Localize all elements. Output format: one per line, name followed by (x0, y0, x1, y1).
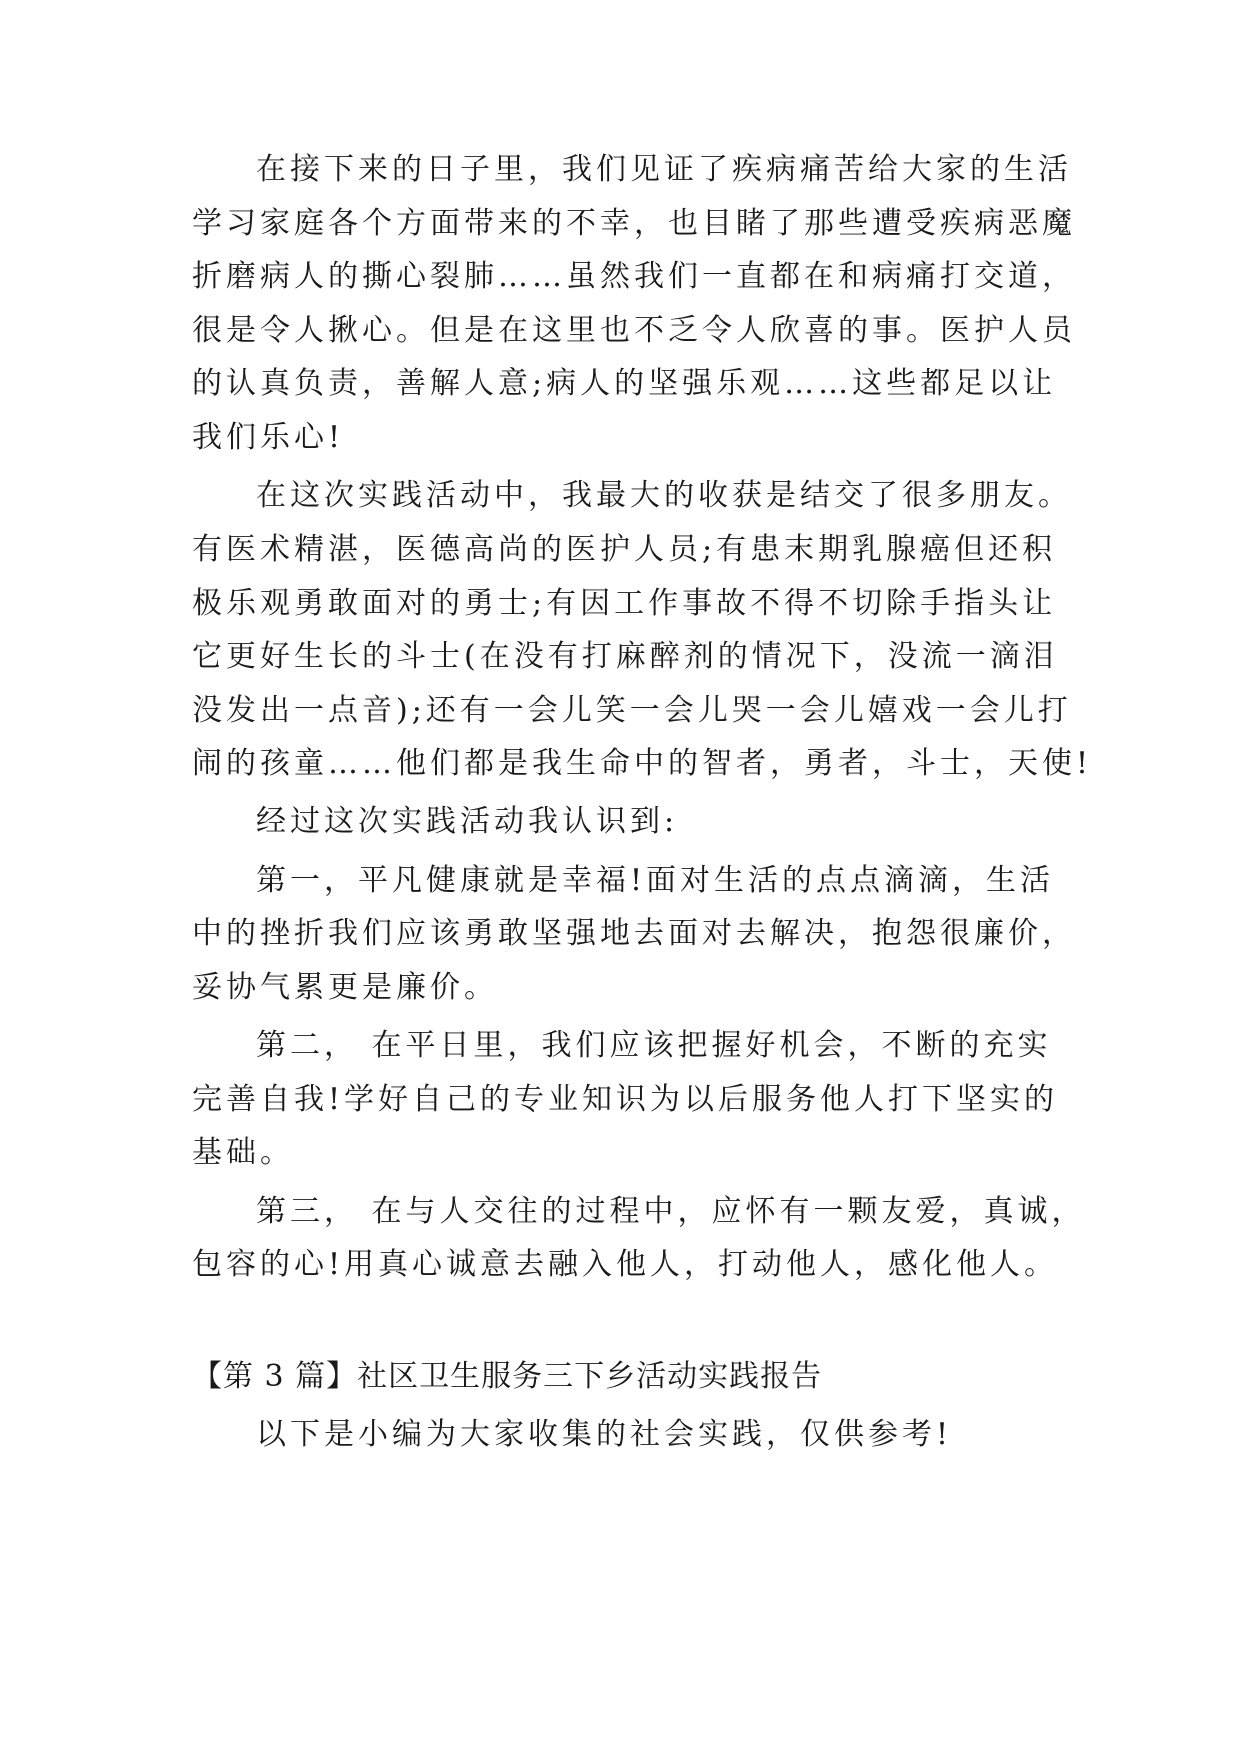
paragraph-line: 基础。 (192, 1135, 294, 1170)
paragraph-line: 有医术精湛，医德高尚的医护人员;有患末期乳腺癌但还积 (192, 532, 1057, 567)
paragraph-line: 在这次实践活动中，我最大的收获是结交了很多朋友。 (256, 478, 1072, 513)
paragraph-line: 第三， 在与人交往的过程中，应怀有一颗友爱，真诚， (256, 1194, 1086, 1229)
paragraph-line: 闹的孩童……他们都是我生命中的智者，勇者，斗士，天使! (192, 746, 1093, 781)
paragraph-line: 包容的心!用真心诚意去融入他人，打动他人，感化他人。 (192, 1247, 1059, 1282)
paragraph-line: 它更好生长的斗士(在没有打麻醉剂的情况下，没流一滴泪 (192, 639, 1058, 674)
paragraph-line: 完善自我!学好自己的专业知识为以后服务他人打下坚实的 (192, 1082, 1059, 1117)
paragraph-line: 没发出一点音);还有一会儿笑一会儿哭一会儿嬉戏一会儿打 (192, 693, 1072, 728)
section-heading: 【第 3 篇】社区卫生服务三下乡活动实践报告 (192, 1359, 823, 1394)
paragraph-line: 学习家庭各个方面带来的不幸，也目睹了那些遭受疾病恶魔 (192, 206, 1076, 241)
paragraph-line: 我们乐心! (192, 420, 345, 455)
paragraph-line: 的认真负责，善解人意;病人的坚强乐观……这些都足以让 (192, 366, 1057, 401)
paragraph-line: 第二， 在平日里，我们应该把握好机会，不断的充实 (256, 1028, 1052, 1063)
paragraph-line: 以下是小编为大家收集的社会实践，仅供参考! (256, 1417, 953, 1452)
paragraph-line: 经过这次实践活动我认识到: (256, 804, 679, 839)
paragraph-line: 极乐观勇敢面对的勇士;有因工作事故不得不切除手指头让 (192, 586, 1057, 621)
paragraph-line: 很是令人揪心。但是在这里也不乏令人欣喜的事。医护人员 (192, 313, 1076, 348)
paragraph-line: 妥协气累更是廉价。 (192, 970, 498, 1005)
paragraph-line: 第一，平凡健康就是幸福!面对生活的点点滴滴，生活 (256, 863, 1055, 898)
paragraph-line: 中的挫折我们应该勇敢坚强地去面对去解决，抱怨很廉价， (192, 916, 1076, 951)
paragraph-line: 折磨病人的撕心裂肺……虽然我们一直都在和病痛打交道， (192, 259, 1076, 294)
paragraph-line: 在接下来的日子里，我们见证了疾病痛苦给大家的生活 (256, 152, 1072, 187)
